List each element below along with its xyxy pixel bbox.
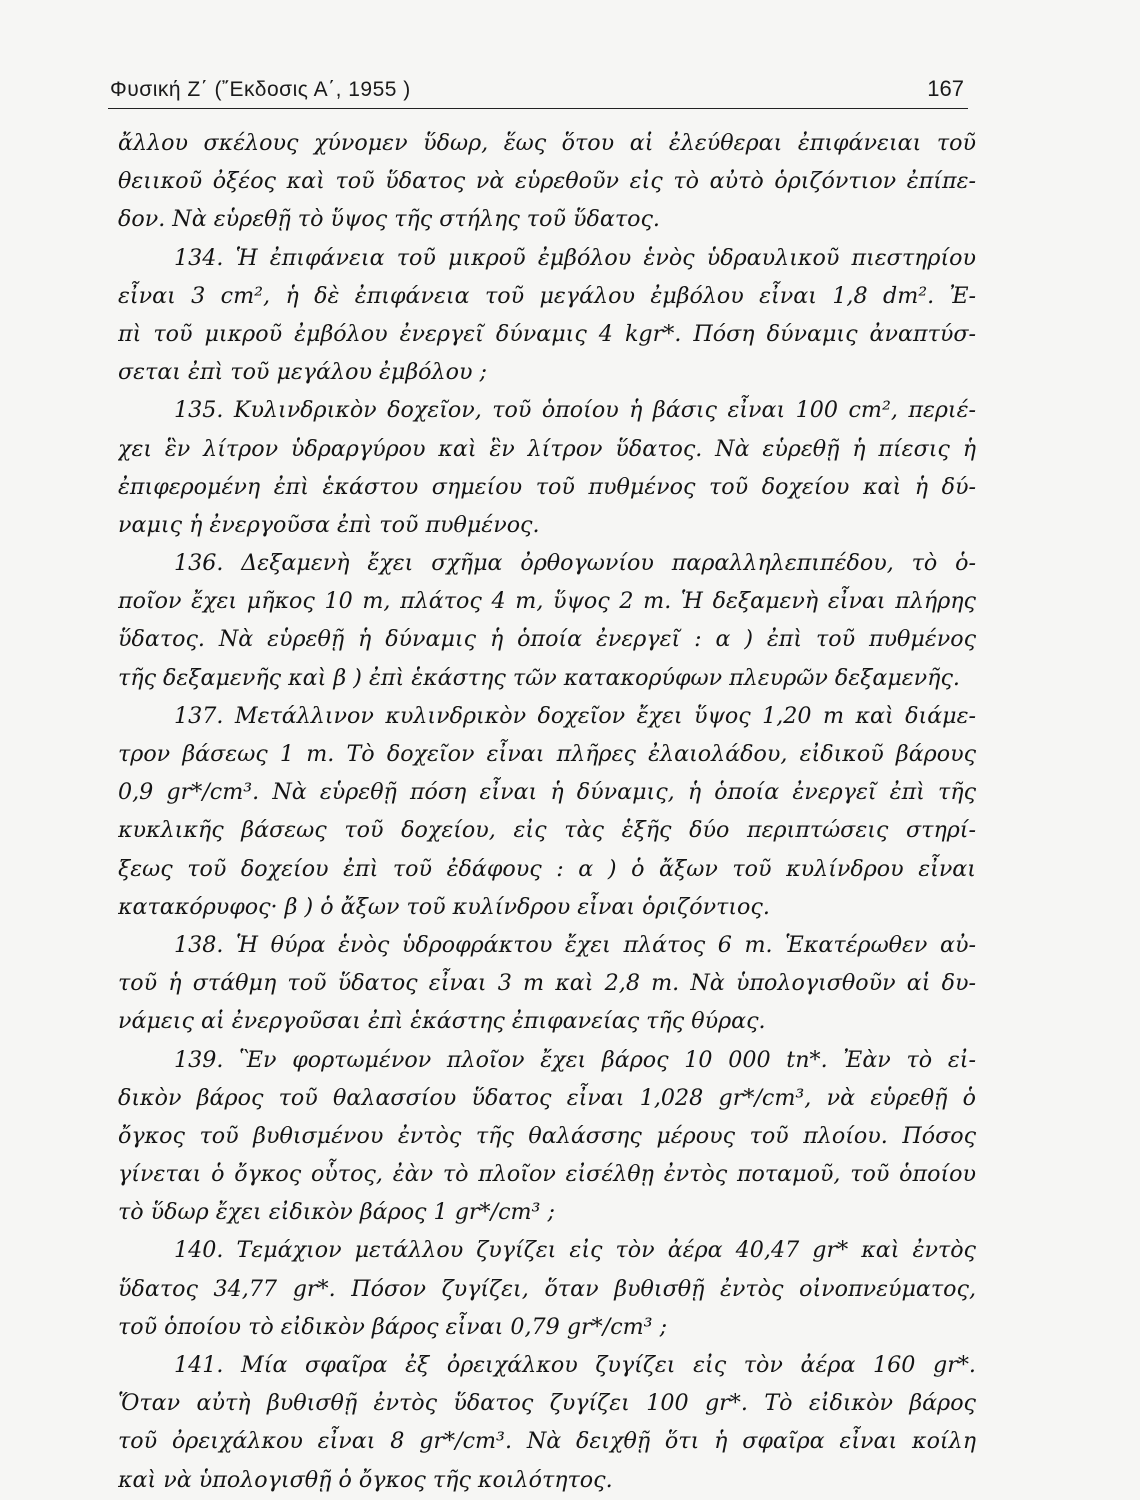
text-line: 139. Ἓν φορτωμένον πλοῖον ἔχει βάρος 10 000 tn*. Ἐὰν τὸ εἰ- bbox=[174, 1046, 976, 1073]
text-line: τοῦ ὁποίου τὸ εἰδικὸν βάρος εἶναι 0,79 gr*/cm³ ; bbox=[118, 1313, 668, 1340]
text-line: νάμεις αἱ ἐνεργοῦσαι ἐπὶ ἑκάστης ἐπιφανείας τῆς θύρας. bbox=[118, 1008, 766, 1035]
text-line: χει ἓν λίτρον ὑδραργύρου καὶ ἓν λίτρον ὕδατος. Νὰ εὑρεθῇ ἡ πίεσις ἡ bbox=[118, 435, 976, 462]
text-line: θειικοῦ ὀξέος καὶ τοῦ ὕδατος νὰ εὑρεθοῦν εἰς τὸ αὐτὸ ὁριζόντιον ἐπίπε- bbox=[118, 168, 976, 195]
text-line: πὶ τοῦ μικροῦ ἐμβόλου ἐνεργεῖ δύναμις 4 kgr*. Πόση δύναμις ἀναπτύσ- bbox=[118, 320, 976, 347]
text-line: δικὸν βάρος τοῦ θαλασσίου ὕδατος εἶναι 1,028 gr*/cm³, νὰ εὑρεθῇ ὁ bbox=[118, 1084, 976, 1111]
text-line: γίνεται ὁ ὄγκος οὗτος, ἐὰν τὸ πλοῖον εἰσέλθῃ ἐντὸς ποταμοῦ, τοῦ ὁποίου bbox=[118, 1161, 976, 1188]
text-line: 136. Δεξαμενὴ ἔχει σχῆμα ὀρθογωνίου παραλληλεπιπέδου, τὸ ὁ- bbox=[174, 550, 976, 577]
header-title: Φυσική Ζ΄ (῎Εκδοσις Α΄, 1955 ) bbox=[110, 78, 411, 101]
text-line: ἄλλου σκέλους χύνομεν ὕδωρ, ἕως ὅτου αἱ ἐλεύθεραι ἐπιφάνειαι τοῦ bbox=[118, 130, 976, 156]
text-line: ἐπιφερομένη ἐπὶ ἑκάστου σημείου τοῦ πυθμένος τοῦ δοχείου καὶ ἡ δύ- bbox=[118, 473, 976, 500]
text-line: κατακόρυφος· β ) ὁ ἄξων τοῦ κυλίνδρου εἶναι ὁριζόντιος. bbox=[118, 893, 770, 920]
text-line: δον. Νὰ εὑρεθῇ τὸ ὕψος τῆς στήλης τοῦ ὕδατος. bbox=[118, 206, 660, 233]
page-number: 167 bbox=[927, 76, 964, 101]
text-line: ξεως τοῦ δοχείου ἐπὶ τοῦ ἐδάφους : α ) ὁ ἄξων τοῦ κυλίνδρου εἶναι bbox=[118, 855, 976, 882]
text-line: 135. Κυλινδρικὸν δοχεῖον, τοῦ ὁποίου ἡ βάσις εἶναι 100 cm², περιέ- bbox=[174, 397, 976, 424]
text-line: σεται ἐπὶ τοῦ μεγάλου ἐμβόλου ; bbox=[118, 359, 487, 386]
running-header bbox=[108, 72, 968, 109]
text-line: 0,9 gr*/cm³. Νὰ εὑρεθῇ πόση εἶναι ἡ δύναμις, ἡ ὁποία ἐνεργεῖ ἐπὶ τῆς bbox=[118, 779, 976, 806]
text-line: 134. Ἡ ἐπιφάνεια τοῦ μικροῦ ἐμβόλου ἑνὸς ὑδραυλικοῦ πιεστηρίου bbox=[174, 244, 976, 271]
text-line: ὕδατος 34,77 gr*. Πόσον ζυγίζει, ὅταν βυθισθῇ ἐντὸς οἰνοπνεύματος, bbox=[118, 1275, 976, 1302]
text-line: τοῦ ὀρειχάλκου εἶναι 8 gr*/cm³. Νὰ δειχθῇ ὅτι ἡ σφαῖρα εἶναι κοίλη bbox=[118, 1428, 976, 1455]
text-line: τοῦ ἡ στάθμη τοῦ ὕδατος εἶναι 3 m καὶ 2,8 m. Νὰ ὑπολογισθοῦν αἱ δυ- bbox=[118, 970, 976, 997]
text-line: κυκλικῆς βάσεως τοῦ δοχείου, εἰς τὰς ἑξῆς δύο περιπτώσεις στηρί- bbox=[118, 817, 976, 844]
text-line: ποῖον ἔχει μῆκος 10 m, πλάτος 4 m, ὕψος 2 m. Ἡ δεξαμενὴ εἶναι πλήρης bbox=[118, 588, 976, 615]
text-line: εἶναι 3 cm², ἡ δὲ ἐπιφάνεια τοῦ μεγάλου ἐμβόλου εἶναι 1,8 dm². Ἐ- bbox=[118, 282, 976, 309]
text-line: ὕδατος. Νὰ εὑρεθῇ ἡ δύναμις ἡ ὁποία ἐνεργεῖ : α ) ἐπὶ τοῦ πυθμένος bbox=[118, 626, 976, 653]
text-line: 137. Μετάλλινον κυλινδρικὸν δοχεῖον ἔχει ὕψος 1,20 m καὶ διάμε- bbox=[174, 702, 976, 729]
text-line: 141. Μία σφαῖρα ἐξ ὀρειχάλκου ζυγίζει εἰς τὸν ἀέρα 160 gr*. bbox=[174, 1352, 976, 1378]
text-line: Ὅταν αὐτὴ βυθισθῇ ἐντὸς ὕδατος ζυγίζει 100 gr*. Τὸ εἰδικὸν βάρος bbox=[118, 1390, 976, 1417]
text-line: 140. Τεμάχιον μετάλλου ζυγίζει εἰς τὸν ἀέρα 40,47 gr* καὶ ἐντὸς bbox=[174, 1237, 976, 1264]
text-line: τρον βάσεως 1 m. Τὸ δοχεῖον εἶναι πλῆρες ἐλαιολάδου, εἰδικοῦ βάρους bbox=[118, 741, 976, 767]
text-line: ὄγκος τοῦ βυθισμένου ἐντὸς τῆς θαλάσσης μέρους τοῦ πλοίου. Πόσος bbox=[118, 1122, 976, 1149]
text-line: ναμις ἡ ἐνεργοῦσα ἐπὶ τοῦ πυθμένος. bbox=[118, 511, 540, 538]
text-line: καὶ νὰ ὑπολογισθῇ ὁ ὄγκος τῆς κοιλότητος. bbox=[118, 1466, 613, 1493]
problem-text-block bbox=[118, 124, 976, 1499]
text-line: τῆς δεξαμενῆς καὶ β ) ἐπὶ ἑκάστης τῶν κατακορύφων πλευρῶν δεξαμενῆς. bbox=[118, 664, 960, 691]
text-line: τὸ ὕδωρ ἔχει εἰδικὸν βάρος 1 gr*/cm³ ; bbox=[118, 1199, 555, 1226]
text-line: 138. Ἡ θύρα ἑνὸς ὑδροφράκτου ἔχει πλάτος 6 m. Ἑκατέρωθεν αὐ- bbox=[174, 931, 976, 958]
